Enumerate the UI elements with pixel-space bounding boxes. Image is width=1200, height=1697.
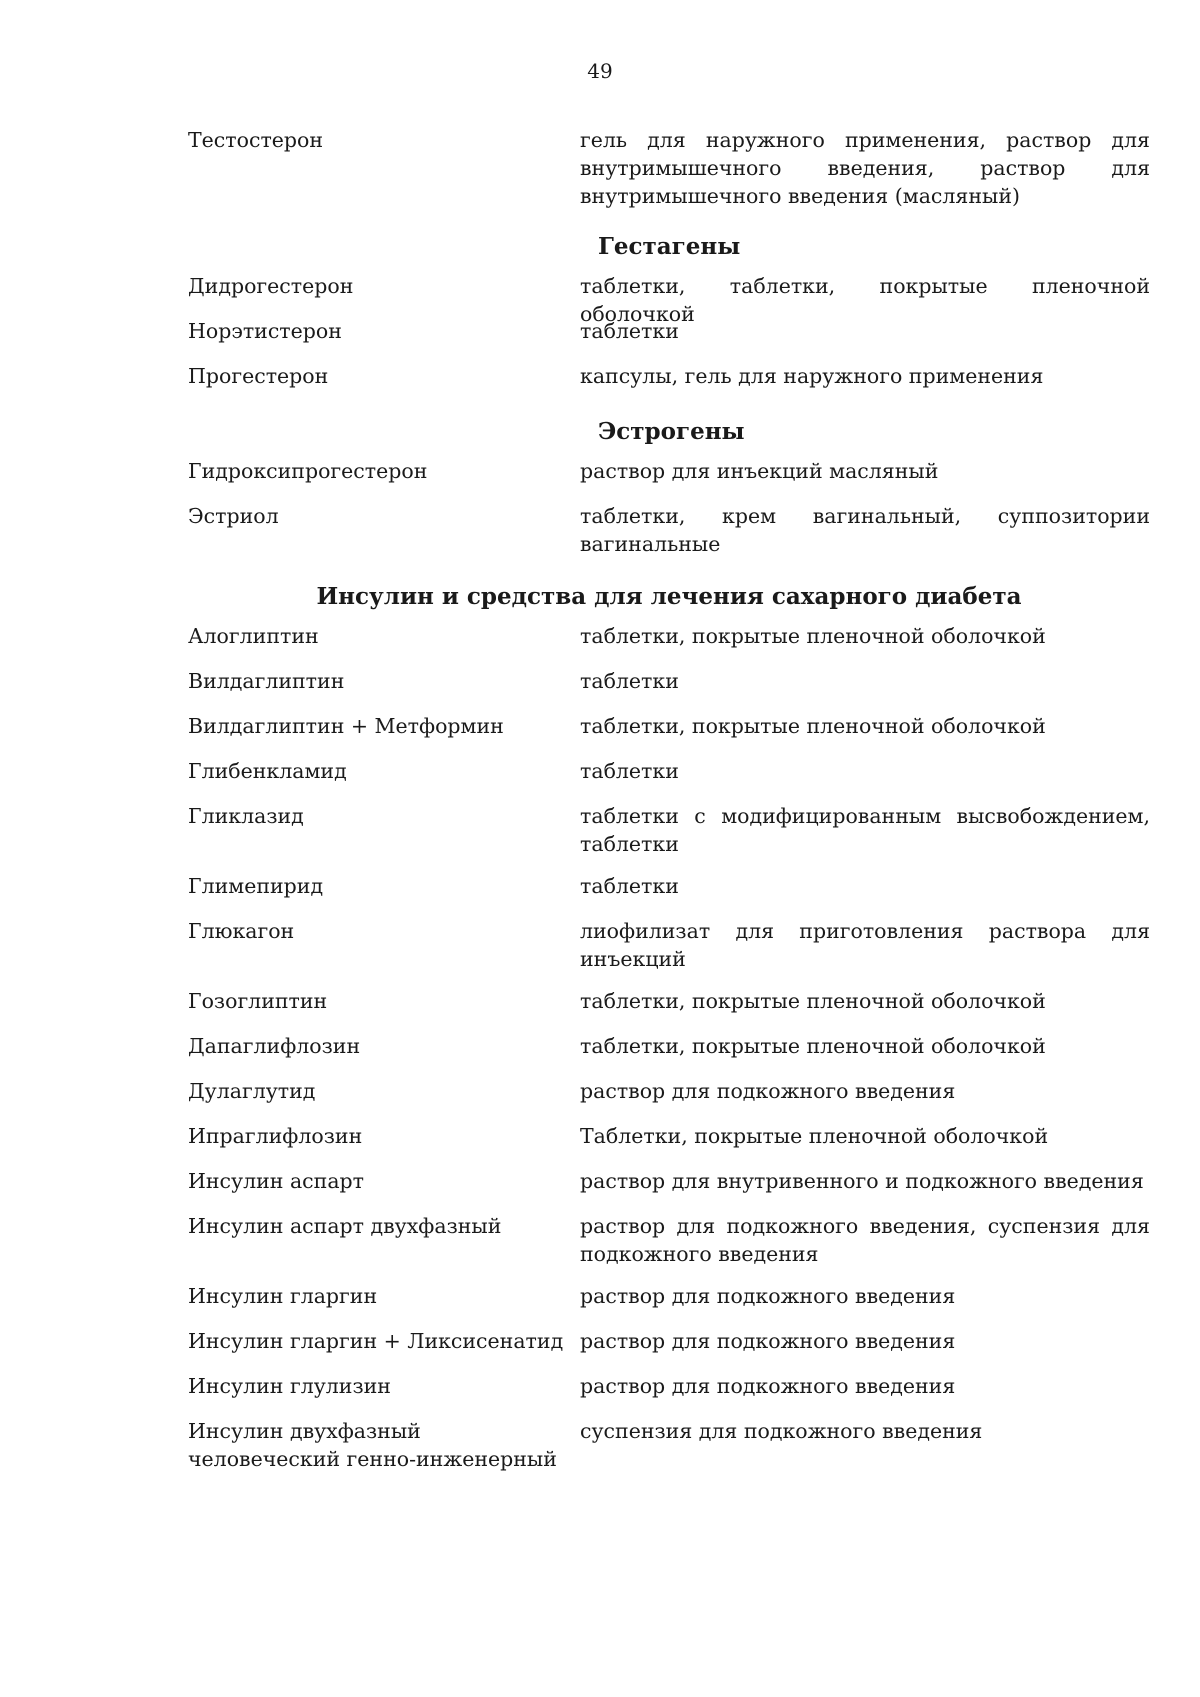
subsection-heading: Эстрогены — [598, 418, 745, 445]
drug-row — [188, 457, 1150, 502]
drug-list — [188, 126, 1150, 1487]
drug-name: Глюкагон — [188, 919, 295, 943]
drug-row — [188, 1167, 1150, 1212]
drug-name: Дапаглифлозин — [188, 1034, 361, 1058]
drug-name: Эстриол — [188, 504, 279, 528]
drug-row — [188, 712, 1150, 757]
dosage-form: таблетки, покрытые пленочной оболочкой — [580, 714, 1046, 738]
dosage-form: таблетки — [580, 874, 679, 898]
dosage-form: раствор для подкожного введения, суспензия для подкожного введения — [580, 1214, 1150, 1266]
dosage-form: раствор для инъекций масляный — [580, 459, 939, 483]
dosage-form: таблетки, покрытые пленочной оболочкой — [580, 624, 1046, 648]
drug-name: Дидрогестерон — [188, 274, 354, 298]
dosage-form: суспензия для подкожного введения — [580, 1419, 983, 1443]
drug-name: Норэтистерон — [188, 319, 342, 343]
dosage-form: раствор для подкожного введения — [580, 1329, 956, 1353]
drug-row — [188, 317, 1150, 362]
drug-row — [188, 272, 1150, 326]
dosage-form: Таблетки, покрытые пленочной оболочкой — [580, 1124, 1049, 1148]
dosage-form: таблетки, покрытые пленочной оболочкой — [580, 1034, 1046, 1058]
section-heading: Инсулин и средства для лечения сахарного диабета — [316, 583, 1022, 610]
drug-row — [188, 1282, 1150, 1327]
drug-name: Ипраглифлозин — [188, 1124, 363, 1148]
drug-name: Инсулин гларгин — [188, 1284, 378, 1308]
dosage-form: таблетки, покрытые пленочной оболочкой — [580, 989, 1046, 1013]
drug-name: Глимепирид — [188, 874, 324, 898]
dosage-form: таблетки с модифицированным высвобождением, таблетки — [580, 804, 1150, 856]
subsection-heading: Гестагены — [598, 233, 741, 260]
drug-name: Тестостерон — [188, 128, 324, 152]
drug-name: Инсулин аспарт — [188, 1169, 365, 1193]
drug-row — [188, 987, 1150, 1032]
dosage-form: гель для наружного применения, раствор для внутримышечного введения, раствор для внутримышечного введения (масляный) — [580, 128, 1150, 208]
drug-name: Гликлазид — [188, 804, 304, 828]
drug-row — [188, 1032, 1150, 1077]
drug-row — [188, 1212, 1150, 1282]
drug-row — [188, 757, 1150, 802]
page-number: 49 — [587, 59, 613, 83]
drug-name: Вилдаглиптин + Метформин — [188, 714, 504, 738]
drug-name: Дулаглутид — [188, 1079, 316, 1103]
dosage-form: таблетки, таблетки, покрытые пленочной оболочкой — [580, 274, 1150, 326]
dosage-form: лиофилизат для приготовления раствора для инъекций — [580, 919, 1150, 971]
drug-name: Вилдаглиптин — [188, 669, 345, 693]
drug-row — [188, 872, 1150, 917]
dosage-form: таблетки — [580, 319, 679, 343]
dosage-form: раствор для подкожного введения — [580, 1284, 956, 1308]
drug-name: Гидроксипрогестерон — [188, 459, 428, 483]
drug-name: Гозоглиптин — [188, 989, 328, 1013]
dosage-form: капсулы, гель для наружного применения — [580, 364, 1044, 388]
drug-row — [188, 126, 1150, 222]
dosage-form: раствор для подкожного введения — [580, 1079, 956, 1103]
drug-name: Прогестерон — [188, 364, 329, 388]
drug-row — [188, 362, 1150, 407]
dosage-form: раствор для подкожного введения — [580, 1374, 956, 1398]
drug-row — [188, 1372, 1150, 1417]
drug-row — [188, 1122, 1150, 1167]
drug-row — [188, 802, 1150, 872]
drug-row — [188, 1417, 1150, 1487]
drug-name: Инсулин двухфазный человеческий генно-инженерный — [188, 1419, 557, 1471]
drug-row — [188, 1077, 1150, 1122]
drug-name: Инсулин аспарт двухфазный — [188, 1214, 502, 1238]
drug-row — [188, 502, 1150, 572]
drug-row — [188, 667, 1150, 712]
drug-row — [188, 1327, 1150, 1372]
drug-row — [188, 917, 1150, 987]
drug-name: Инсулин гларгин + Ликсисенатид — [188, 1329, 564, 1353]
drug-name: Глибенкламид — [188, 759, 347, 783]
dosage-form: таблетки, крем вагинальный, суппозитории вагинальные — [580, 504, 1150, 556]
dosage-form: таблетки — [580, 759, 679, 783]
drug-name: Инсулин глулизин — [188, 1374, 391, 1398]
drug-row — [188, 622, 1150, 667]
drug-name: Алоглиптин — [188, 624, 319, 648]
dosage-form: таблетки — [580, 669, 679, 693]
dosage-form: раствор для внутривенного и подкожного введения — [580, 1169, 1144, 1193]
